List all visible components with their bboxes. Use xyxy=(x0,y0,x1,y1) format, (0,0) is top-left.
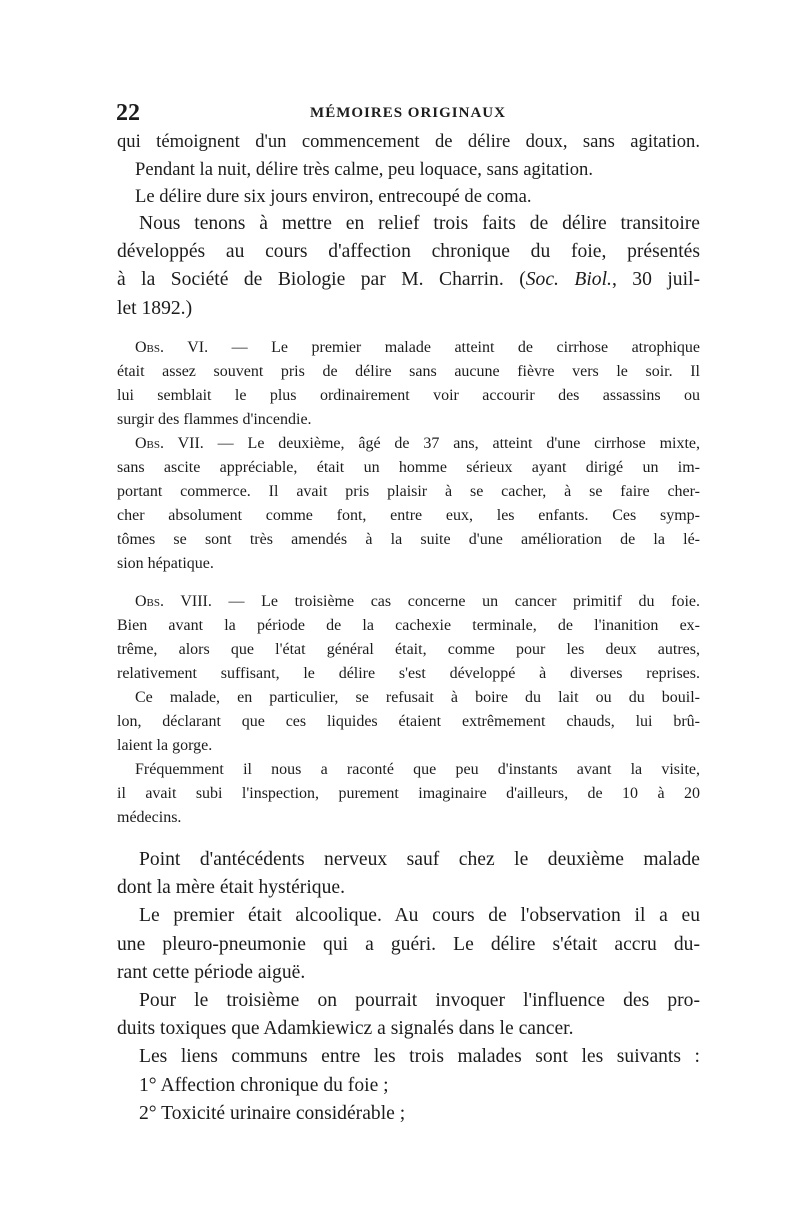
text-span: — Le troisième cas concerne un cancer primitif du foie. xyxy=(211,593,700,610)
text-line: surgir des flammes d'incendie. xyxy=(117,411,312,428)
observation-6 xyxy=(117,336,700,432)
text-line: qui témoignent d'un commencement de délire doux, sans agitation. xyxy=(117,131,700,152)
page-header xyxy=(116,98,700,128)
text-line: Bien avant la période de la cachexie terminale, de l'inanition ex- xyxy=(117,617,700,634)
running-title: MÉMOIRES ORIGINAUX xyxy=(310,105,506,121)
text-line: rant cette période aiguë. xyxy=(117,961,306,983)
text-line: une pleuro-pneumonie qui a guéri. Le délire s'était accru du- xyxy=(117,933,700,955)
text-line: 1° Affection chronique du foie ; xyxy=(139,1074,389,1096)
text-line: sans ascite appréciable, était un homme sérieux ayant dirigé un im- xyxy=(117,459,700,476)
text-line: Pour le troisième on pourrait invoquer l'influence des pro- xyxy=(139,990,700,1012)
text-line: Fréquemment il nous a raconté que peu d'instants avant la visite, xyxy=(135,761,700,778)
conclusion-paragraphs xyxy=(117,846,700,1128)
text-line: lui semblait le plus ordinairement voir accourir des assassins ou xyxy=(117,387,700,404)
intro-paragraph xyxy=(117,210,700,323)
text-line: Point d'antécédents nerveux sauf chez le deuxième malade xyxy=(139,849,700,870)
text-line: portant commerce. Il avait pris plaisir à se cacher, à se faire cher- xyxy=(117,483,700,500)
text-span: — Le premier malade atteint de cirrhose atrophique xyxy=(208,339,700,356)
continuation-paragraph xyxy=(117,128,700,211)
text-line: let 1892.) xyxy=(117,297,193,319)
text-line: était assez souvent pris de délire sans aucune fièvre vers le soir. Il xyxy=(117,363,700,380)
text-line: médecins. xyxy=(117,809,182,826)
text-span: — Le deuxième, âgé de 37 ans, atteint d'une cirrhose mixte, xyxy=(203,435,701,452)
text-line: sion hépatique. xyxy=(117,555,214,572)
text-line: Le premier était alcoolique. Au cours de l'observation il a eu xyxy=(139,905,700,927)
obs-label: Obs. VII. xyxy=(135,435,204,452)
text-line: tômes se sont très amendés à la suite d'une amélioration de la lé- xyxy=(117,531,700,548)
obs-label: Obs. VI. xyxy=(135,339,209,356)
citation: Soc. Biol. xyxy=(525,269,612,291)
text-line: cher absolument comme font, entre eux, les enfants. Ces symp- xyxy=(117,507,700,524)
text-line xyxy=(117,336,700,360)
text-line: Les liens communs entre les trois malades sont les suivants : xyxy=(139,1046,700,1068)
text-line: Le délire dure six jours environ, entrecoupé de coma. xyxy=(135,186,532,208)
text-line xyxy=(117,590,700,614)
text-line: lon, déclarant que ces liquides étaient extrêmement chauds, lui brû- xyxy=(117,713,700,730)
text-line: laient la gorge. xyxy=(117,737,213,754)
obs-label: Obs. VIII. xyxy=(135,593,212,610)
text-line: dont la mère était hystérique. xyxy=(117,877,345,899)
text-line: Nous tenons à mettre en relief trois faits de délire transitoire xyxy=(139,213,700,234)
text-line xyxy=(117,266,700,294)
observation-8 xyxy=(117,590,700,830)
text-span: , 30 juil- xyxy=(611,269,701,291)
page-number: 22 xyxy=(116,100,140,126)
text-line: Pendant la nuit, délire très calme, peu loquace, sans agitation. xyxy=(135,158,593,180)
text-line: 2° Toxicité urinaire considérable ; xyxy=(139,1102,406,1124)
text-line: développés au cours d'affection chronique du foie, présentés xyxy=(117,241,700,263)
text-line: Ce malade, en particulier, se refusait à boire du lait ou du bouil- xyxy=(135,689,700,706)
text-line: relativement suffisant, le délire s'est développé à diverses reprises. xyxy=(117,665,700,682)
text-line: il avait subi l'inspection, purement imaginaire d'ailleurs, de 10 à 20 xyxy=(117,785,700,802)
text-line: duits toxiques que Adamkiewicz a signalés dans le cancer. xyxy=(117,1018,574,1040)
text-line xyxy=(117,432,700,456)
observation-7 xyxy=(117,432,700,576)
text-span: à la Société de Biologie par M. Charrin. ( xyxy=(117,269,526,291)
text-line: trême, alors que l'état général était, comme pour les deux autres, xyxy=(117,641,700,658)
